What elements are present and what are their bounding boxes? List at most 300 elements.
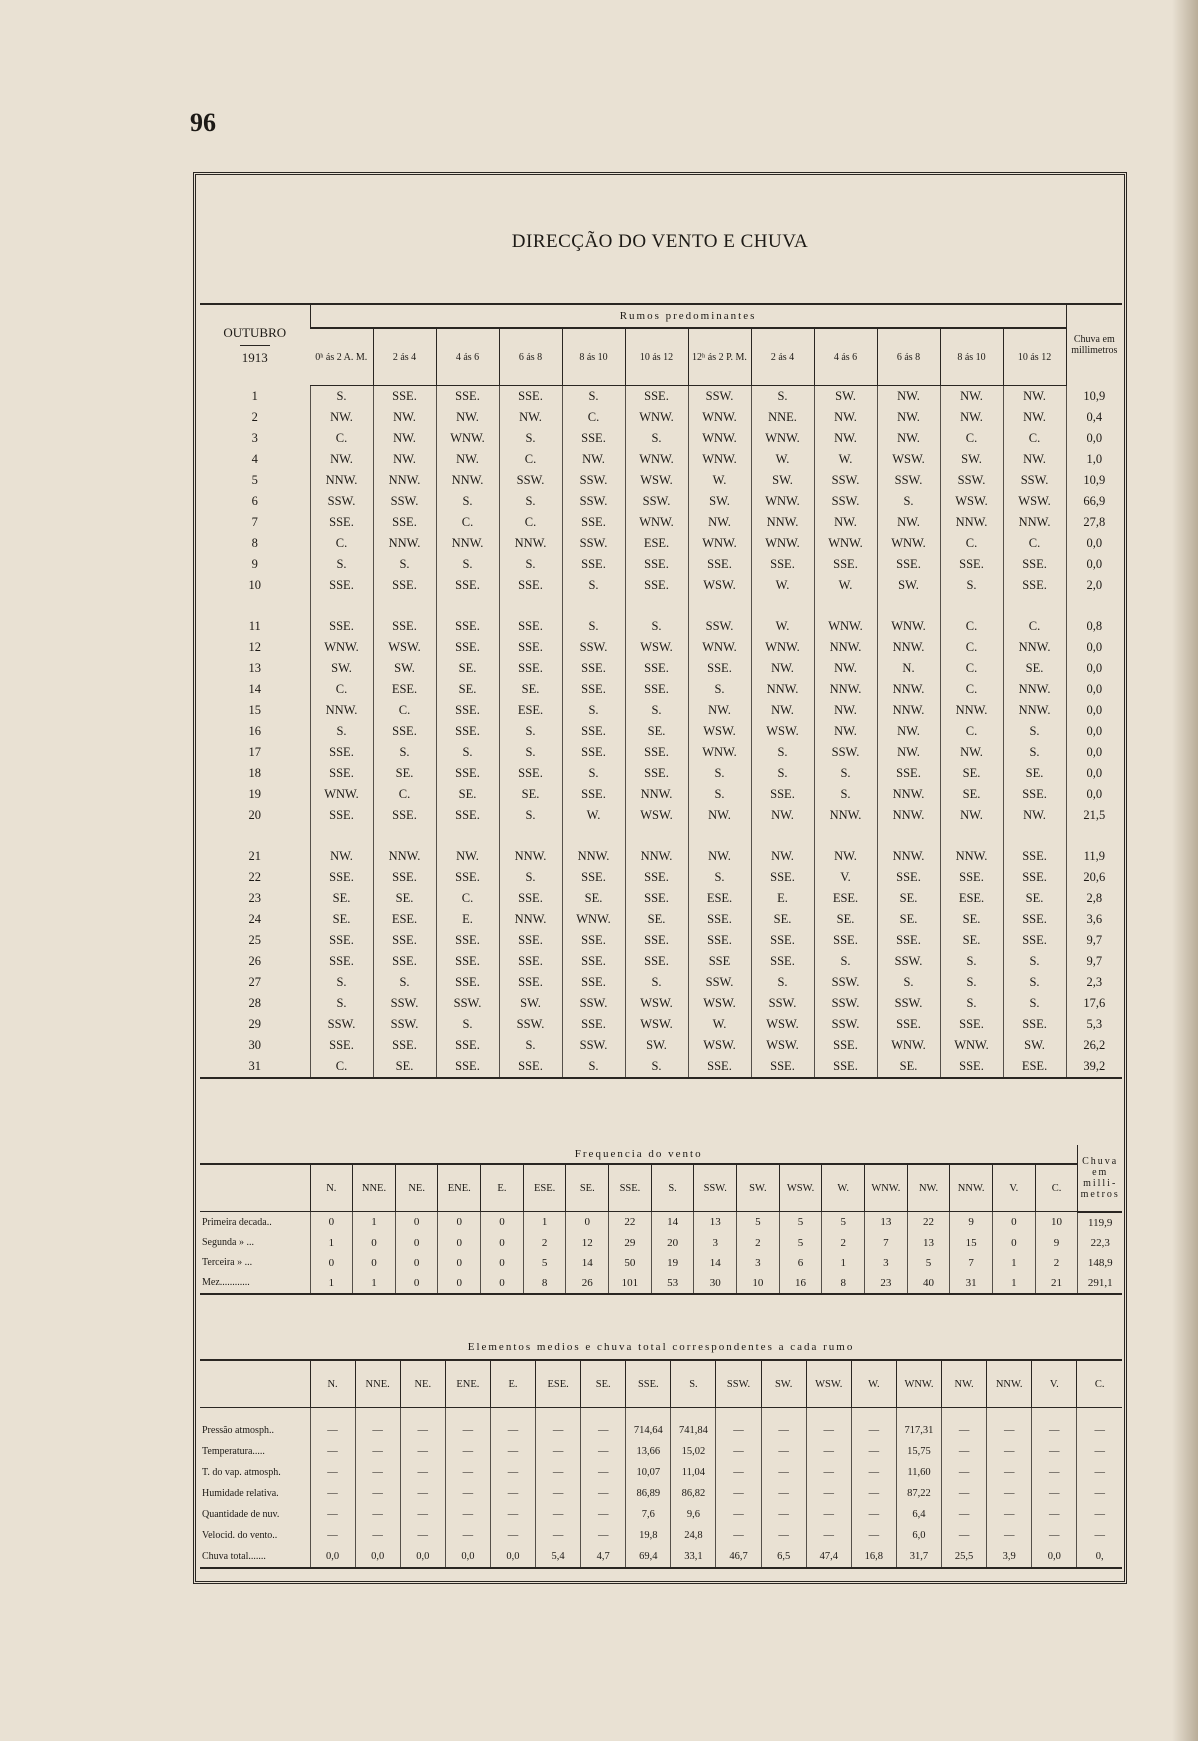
direction-cell: SSE. xyxy=(499,972,562,993)
direction-cell: SSE. xyxy=(499,951,562,972)
element-cell: — xyxy=(355,1441,400,1462)
element-cell: — xyxy=(445,1504,490,1525)
direction-cell: NW. xyxy=(877,512,940,533)
direction-cell: NW. xyxy=(814,700,877,721)
frequency-cell: 3 xyxy=(694,1233,737,1253)
direction-cell: SSE. xyxy=(562,512,625,533)
direction-cell: SSE. xyxy=(562,951,625,972)
direction-cell: S. xyxy=(562,700,625,721)
rain-cell: 0,0 xyxy=(1066,554,1122,575)
element-cell: — xyxy=(716,1504,761,1525)
direction-cell: SW. xyxy=(1003,1035,1066,1056)
direction-cell: SSE. xyxy=(751,930,814,951)
frequency-cell: 0 xyxy=(438,1233,481,1253)
direction-cell: NW. xyxy=(814,721,877,742)
direction-cell: NNW. xyxy=(814,637,877,658)
frequency-cell: 8 xyxy=(523,1273,566,1294)
direction-cell: SSE. xyxy=(499,763,562,784)
direction-cell: SSE. xyxy=(1003,909,1066,930)
direction-cell: WSW. xyxy=(625,993,688,1014)
direction-cell: SSE. xyxy=(373,596,436,637)
direction-header: WNW. xyxy=(865,1164,908,1212)
table-row xyxy=(200,533,1122,554)
direction-cell: S. xyxy=(1003,742,1066,763)
direction-cell: NW. xyxy=(814,407,877,428)
element-cell: — xyxy=(400,1504,445,1525)
direction-header: SW. xyxy=(737,1164,780,1212)
rain-cell: 26,2 xyxy=(1066,1035,1122,1056)
rain-cell: 21,5 xyxy=(1066,805,1122,826)
direction-cell: S. xyxy=(373,554,436,575)
table-row xyxy=(200,763,1122,784)
direction-cell: WNW. xyxy=(310,784,373,805)
rain-cell: 22,3 xyxy=(1078,1233,1122,1253)
table-row xyxy=(200,407,1122,428)
direction-cell: NW. xyxy=(373,407,436,428)
direction-cell: SE. xyxy=(625,721,688,742)
direction-header: E. xyxy=(490,1360,535,1408)
element-cell: — xyxy=(1077,1504,1122,1525)
direction-cell: C. xyxy=(940,637,1003,658)
element-cell: — xyxy=(942,1441,987,1462)
table-row xyxy=(200,888,1122,909)
element-cell: 13,66 xyxy=(626,1441,671,1462)
row-label: Mez............ xyxy=(200,1273,310,1294)
rain-cell: 3,6 xyxy=(1066,909,1122,930)
direction-cell: SSE. xyxy=(688,658,751,679)
direction-cell: S. xyxy=(499,721,562,742)
direction-cell: SSE. xyxy=(562,554,625,575)
direction-cell: C. xyxy=(310,428,373,449)
direction-cell: WNW. xyxy=(751,637,814,658)
direction-cell: ESE. xyxy=(373,679,436,700)
direction-cell: SSE. xyxy=(562,867,625,888)
direction-cell: SE. xyxy=(940,763,1003,784)
direction-cell: ESE. xyxy=(814,888,877,909)
direction-cell: C. xyxy=(373,700,436,721)
time-slot-header: 2 ás 4 xyxy=(373,328,436,386)
direction-cell: S. xyxy=(562,596,625,637)
element-cell: — xyxy=(445,1483,490,1504)
day-cell: 19 xyxy=(248,787,261,801)
direction-cell: SE. xyxy=(1003,888,1066,909)
direction-cell: SSE. xyxy=(436,867,499,888)
direction-cell: SSE. xyxy=(310,805,373,826)
table-row xyxy=(200,596,1122,637)
table-frame xyxy=(193,172,1127,1584)
direction-cell: SSE. xyxy=(436,763,499,784)
table-row xyxy=(200,867,1122,888)
table-row xyxy=(200,1483,1122,1504)
direction-cell: SSE. xyxy=(499,888,562,909)
element-cell: — xyxy=(942,1525,987,1546)
direction-cell: SSE. xyxy=(562,1014,625,1035)
direction-cell: C. xyxy=(499,449,562,470)
direction-cell: NW. xyxy=(688,700,751,721)
direction-cell: SSE. xyxy=(1003,826,1066,867)
rain-cell: 0,0 xyxy=(1066,428,1122,449)
direction-cell: SE. xyxy=(877,909,940,930)
direction-cell: SSW. xyxy=(751,993,814,1014)
time-slot-header: 8 ás 10 xyxy=(940,328,1003,386)
element-cell: 33,1 xyxy=(671,1546,716,1568)
direction-cell: SSE. xyxy=(688,930,751,951)
direction-header: SW. xyxy=(761,1360,806,1408)
frequency-cell: 5 xyxy=(523,1253,566,1273)
element-cell: — xyxy=(1032,1483,1077,1504)
table-row xyxy=(200,470,1122,491)
element-cell: 69,4 xyxy=(626,1546,671,1568)
direction-header: SE. xyxy=(566,1164,609,1212)
rain-cell: 10,9 xyxy=(1066,470,1122,491)
direction-cell: S. xyxy=(940,951,1003,972)
frequency-cell: 0 xyxy=(481,1233,524,1253)
direction-cell: NNW. xyxy=(310,470,373,491)
direction-cell: S. xyxy=(688,679,751,700)
direction-cell: SSW. xyxy=(814,742,877,763)
direction-cell: SSE. xyxy=(310,742,373,763)
day-cell: 2 xyxy=(251,410,258,424)
page-title: DIRECÇÃO DO VENTO E CHUVA xyxy=(511,231,809,252)
frequency-cell: 0 xyxy=(310,1253,353,1273)
direction-cell: SSW. xyxy=(625,491,688,512)
element-cell: — xyxy=(851,1483,896,1504)
direction-cell: SE. xyxy=(499,679,562,700)
row-label: Pressão atmosph.. xyxy=(202,1425,274,1436)
direction-header: W. xyxy=(822,1164,865,1212)
direction-cell: N. xyxy=(877,658,940,679)
table-row xyxy=(200,1546,1122,1568)
rain-cell: 10,9 xyxy=(1066,386,1122,408)
element-cell: — xyxy=(987,1525,1032,1546)
direction-cell: NW. xyxy=(877,428,940,449)
direction-cell: WSW. xyxy=(688,1035,751,1056)
element-cell: — xyxy=(536,1441,581,1462)
direction-cell: SSE. xyxy=(373,930,436,951)
element-cell: — xyxy=(490,1483,535,1504)
element-cell: 741,84 xyxy=(671,1408,716,1442)
direction-cell: SW. xyxy=(499,993,562,1014)
element-cell: 6,0 xyxy=(896,1525,941,1546)
direction-cell: C. xyxy=(436,888,499,909)
table-row xyxy=(200,784,1122,805)
direction-cell: NW. xyxy=(688,512,751,533)
direction-cell: S. xyxy=(625,428,688,449)
direction-cell: SSE. xyxy=(814,1035,877,1056)
frequency-cell: 13 xyxy=(865,1212,908,1233)
direction-cell: NNW. xyxy=(373,470,436,491)
direction-cell: SSE. xyxy=(310,951,373,972)
frequency-cell: 0 xyxy=(395,1273,438,1294)
rain-cell: 27,8 xyxy=(1066,512,1122,533)
rain-cell: 2,3 xyxy=(1066,972,1122,993)
direction-cell: WSW. xyxy=(877,449,940,470)
frequency-cell: 1 xyxy=(310,1233,353,1253)
element-cell: — xyxy=(1077,1441,1122,1462)
direction-cell: C. xyxy=(1003,533,1066,554)
direction-cell: SW. xyxy=(310,658,373,679)
direction-cell: NNW. xyxy=(1003,637,1066,658)
direction-cell: SSE. xyxy=(625,575,688,596)
direction-cell: NNW. xyxy=(814,679,877,700)
element-cell: — xyxy=(1077,1525,1122,1546)
direction-cell: S. xyxy=(499,1035,562,1056)
frequency-cell: 2 xyxy=(822,1233,865,1253)
direction-cell: WSW. xyxy=(373,637,436,658)
element-cell: 6,5 xyxy=(761,1546,806,1568)
row-label: Velocid. do vento.. xyxy=(202,1530,278,1541)
direction-cell: WSW. xyxy=(688,721,751,742)
direction-cell: SW. xyxy=(877,575,940,596)
elements-title: Elementos medios e chuva total correspondentes a cada rumo xyxy=(200,1335,1122,1360)
element-cell: 24,8 xyxy=(671,1525,716,1546)
direction-cell: SSW. xyxy=(814,972,877,993)
frequency-cell: 1 xyxy=(310,1273,353,1294)
direction-cell: SE. xyxy=(310,888,373,909)
table-row xyxy=(200,805,1122,826)
frequency-cell: 5 xyxy=(737,1212,780,1233)
direction-cell: SSE. xyxy=(373,721,436,742)
direction-header: C. xyxy=(1077,1360,1122,1408)
row-label-header xyxy=(200,1164,310,1212)
element-cell: — xyxy=(445,1462,490,1483)
direction-cell: WSW. xyxy=(1003,491,1066,512)
direction-cell: WNW. xyxy=(814,533,877,554)
direction-cell: SSE. xyxy=(688,554,751,575)
direction-cell: S. xyxy=(940,972,1003,993)
element-cell: 19,8 xyxy=(626,1525,671,1546)
direction-cell: C. xyxy=(1003,428,1066,449)
day-cell: 3 xyxy=(251,431,258,445)
direction-cell: SSE. xyxy=(310,867,373,888)
direction-cell: SSW. xyxy=(310,1014,373,1035)
direction-cell: SSE. xyxy=(310,596,373,637)
row-label: Terceira » ... xyxy=(202,1257,253,1268)
direction-cell: WNW. xyxy=(688,637,751,658)
direction-cell: SSE. xyxy=(625,951,688,972)
direction-cell: NW. xyxy=(1003,386,1066,408)
direction-header: C. xyxy=(1035,1164,1078,1212)
table-row xyxy=(200,930,1122,951)
frequency-cell: 0 xyxy=(481,1212,524,1233)
direction-header: NNW. xyxy=(987,1360,1032,1408)
frequency-cell: 0 xyxy=(310,1212,353,1233)
element-cell: 87,22 xyxy=(896,1483,941,1504)
direction-cell: NNW. xyxy=(373,826,436,867)
direction-header: NNW. xyxy=(950,1164,993,1212)
rain-cell: 0,8 xyxy=(1066,596,1122,637)
direction-cell: NNW. xyxy=(373,533,436,554)
direction-cell: NW. xyxy=(751,700,814,721)
direction-cell: NW. xyxy=(877,721,940,742)
direction-cell: NNW. xyxy=(877,637,940,658)
direction-cell: NW. xyxy=(940,386,1003,408)
element-cell: — xyxy=(716,1483,761,1504)
day-cell: 14 xyxy=(248,682,261,696)
day-cell: 5 xyxy=(251,473,258,487)
direction-cell: SSE. xyxy=(499,1056,562,1078)
direction-header: ESE. xyxy=(536,1360,581,1408)
table-row xyxy=(200,491,1122,512)
frequency-cell: 0 xyxy=(438,1253,481,1273)
element-cell: — xyxy=(490,1408,535,1442)
direction-cell: NW. xyxy=(373,449,436,470)
direction-cell: SSE. xyxy=(373,386,436,408)
direction-cell: SSW. xyxy=(814,993,877,1014)
direction-cell: WNW. xyxy=(688,533,751,554)
element-cell: — xyxy=(310,1441,355,1462)
element-cell: — xyxy=(400,1462,445,1483)
element-cell: — xyxy=(536,1462,581,1483)
element-cell: — xyxy=(806,1462,851,1483)
element-cell: — xyxy=(310,1504,355,1525)
rain-cell: 119,9 xyxy=(1078,1212,1122,1233)
table-row xyxy=(200,1504,1122,1525)
direction-cell: SSE. xyxy=(751,867,814,888)
direction-cell: SSE. xyxy=(373,951,436,972)
frequency-cell: 0 xyxy=(395,1233,438,1253)
direction-cell: SSE. xyxy=(625,554,688,575)
direction-cell: SE. xyxy=(436,658,499,679)
element-cell: 31,7 xyxy=(896,1546,941,1568)
time-slot-header: 2 ás 4 xyxy=(751,328,814,386)
table-row xyxy=(200,512,1122,533)
direction-cell: SSW. xyxy=(436,993,499,1014)
time-slot-header: 12ʰ ás 2 P. M. xyxy=(688,328,751,386)
element-cell: — xyxy=(806,1525,851,1546)
frequency-cell: 13 xyxy=(907,1233,950,1253)
direction-cell: SSE. xyxy=(625,658,688,679)
rain-cell: 9,7 xyxy=(1066,930,1122,951)
element-cell: — xyxy=(355,1462,400,1483)
table-row xyxy=(200,742,1122,763)
row-label-header xyxy=(200,1360,310,1408)
day-cell: 29 xyxy=(248,1017,261,1031)
direction-cell: SSE. xyxy=(814,1056,877,1078)
day-cell: 28 xyxy=(248,996,261,1010)
direction-cell: SSE. xyxy=(562,972,625,993)
direction-cell: S. xyxy=(877,972,940,993)
direction-cell: SE. xyxy=(940,784,1003,805)
direction-cell: NW. xyxy=(877,386,940,408)
direction-cell: SSE. xyxy=(688,909,751,930)
element-cell: — xyxy=(310,1408,355,1442)
element-cell: — xyxy=(400,1483,445,1504)
element-cell: 0, xyxy=(1077,1546,1122,1568)
direction-cell: NNW. xyxy=(877,784,940,805)
time-slot-header: 10 ás 12 xyxy=(625,328,688,386)
direction-cell: NW. xyxy=(1003,407,1066,428)
direction-cell: C. xyxy=(940,679,1003,700)
element-cell: — xyxy=(581,1525,626,1546)
frequency-cell: 21 xyxy=(1035,1273,1078,1294)
direction-cell: W. xyxy=(562,805,625,826)
table-row xyxy=(200,575,1122,596)
frequency-cell: 3 xyxy=(865,1253,908,1273)
direction-cell: SSE. xyxy=(436,1035,499,1056)
direction-cell: NW. xyxy=(814,428,877,449)
direction-cell: NNW. xyxy=(877,826,940,867)
direction-cell: SW. xyxy=(625,1035,688,1056)
direction-cell: SSW. xyxy=(373,491,436,512)
table-row xyxy=(200,428,1122,449)
direction-cell: SSW. xyxy=(499,1014,562,1035)
table-row xyxy=(200,1441,1122,1462)
time-slot-header: 10 ás 12 xyxy=(1003,328,1066,386)
element-cell: — xyxy=(1077,1462,1122,1483)
frequency-cell: 1 xyxy=(993,1273,1036,1294)
rain-cell: 0,0 xyxy=(1066,721,1122,742)
element-cell: 86,82 xyxy=(671,1483,716,1504)
frequency-cell: 0 xyxy=(566,1212,609,1233)
frequency-cell: 3 xyxy=(737,1253,780,1273)
day-cell: 15 xyxy=(248,703,261,717)
direction-cell: SSE. xyxy=(373,867,436,888)
element-cell: 86,89 xyxy=(626,1483,671,1504)
frequency-cell: 1 xyxy=(993,1253,1036,1273)
element-cell: — xyxy=(1032,1462,1077,1483)
element-cell: — xyxy=(581,1462,626,1483)
direction-cell: S. xyxy=(499,742,562,763)
direction-cell: SSW. xyxy=(814,1014,877,1035)
direction-cell: NNW. xyxy=(625,784,688,805)
time-slot-header: 4 ás 6 xyxy=(814,328,877,386)
direction-cell: C. xyxy=(373,784,436,805)
page-number: 96 xyxy=(190,108,216,137)
direction-cell: C. xyxy=(940,721,1003,742)
frequency-cell: 30 xyxy=(694,1273,737,1294)
direction-cell: NW. xyxy=(688,826,751,867)
element-cell: — xyxy=(851,1408,896,1442)
table-row xyxy=(200,1525,1122,1546)
direction-cell: S. xyxy=(688,763,751,784)
direction-cell: SE. xyxy=(373,888,436,909)
direction-cell: C. xyxy=(940,533,1003,554)
direction-cell: SSE. xyxy=(373,512,436,533)
frequency-cell: 9 xyxy=(950,1212,993,1233)
direction-cell: SSE. xyxy=(310,575,373,596)
direction-cell: WSW. xyxy=(625,637,688,658)
frequency-cell: 5 xyxy=(822,1212,865,1233)
direction-cell: SSE. xyxy=(877,1014,940,1035)
frequency-cell: 15 xyxy=(950,1233,993,1253)
direction-cell: WNW. xyxy=(688,407,751,428)
frequency-cell: 0 xyxy=(438,1212,481,1233)
element-cell: — xyxy=(987,1441,1032,1462)
element-cell: — xyxy=(536,1525,581,1546)
rain-cell: 0,0 xyxy=(1066,742,1122,763)
rain-cell: 148,9 xyxy=(1078,1253,1122,1273)
element-cell: — xyxy=(806,1483,851,1504)
direction-cell: WNW. xyxy=(688,742,751,763)
year-label: 1913 xyxy=(241,349,268,365)
direction-cell: SSW. xyxy=(310,491,373,512)
direction-cell: SSE. xyxy=(436,805,499,826)
element-cell: 10,07 xyxy=(626,1462,671,1483)
direction-cell: S. xyxy=(499,867,562,888)
rain-cell: 39,2 xyxy=(1066,1056,1122,1078)
direction-cell: S. xyxy=(625,972,688,993)
direction-cell: SSW. xyxy=(814,470,877,491)
frequency-cell: 26 xyxy=(566,1273,609,1294)
direction-cell: WNW. xyxy=(436,428,499,449)
element-cell: — xyxy=(490,1441,535,1462)
direction-cell: NNW. xyxy=(499,909,562,930)
element-cell: — xyxy=(581,1441,626,1462)
day-cell: 22 xyxy=(248,870,261,884)
direction-cell: NNW. xyxy=(940,826,1003,867)
direction-cell: NW. xyxy=(1003,449,1066,470)
